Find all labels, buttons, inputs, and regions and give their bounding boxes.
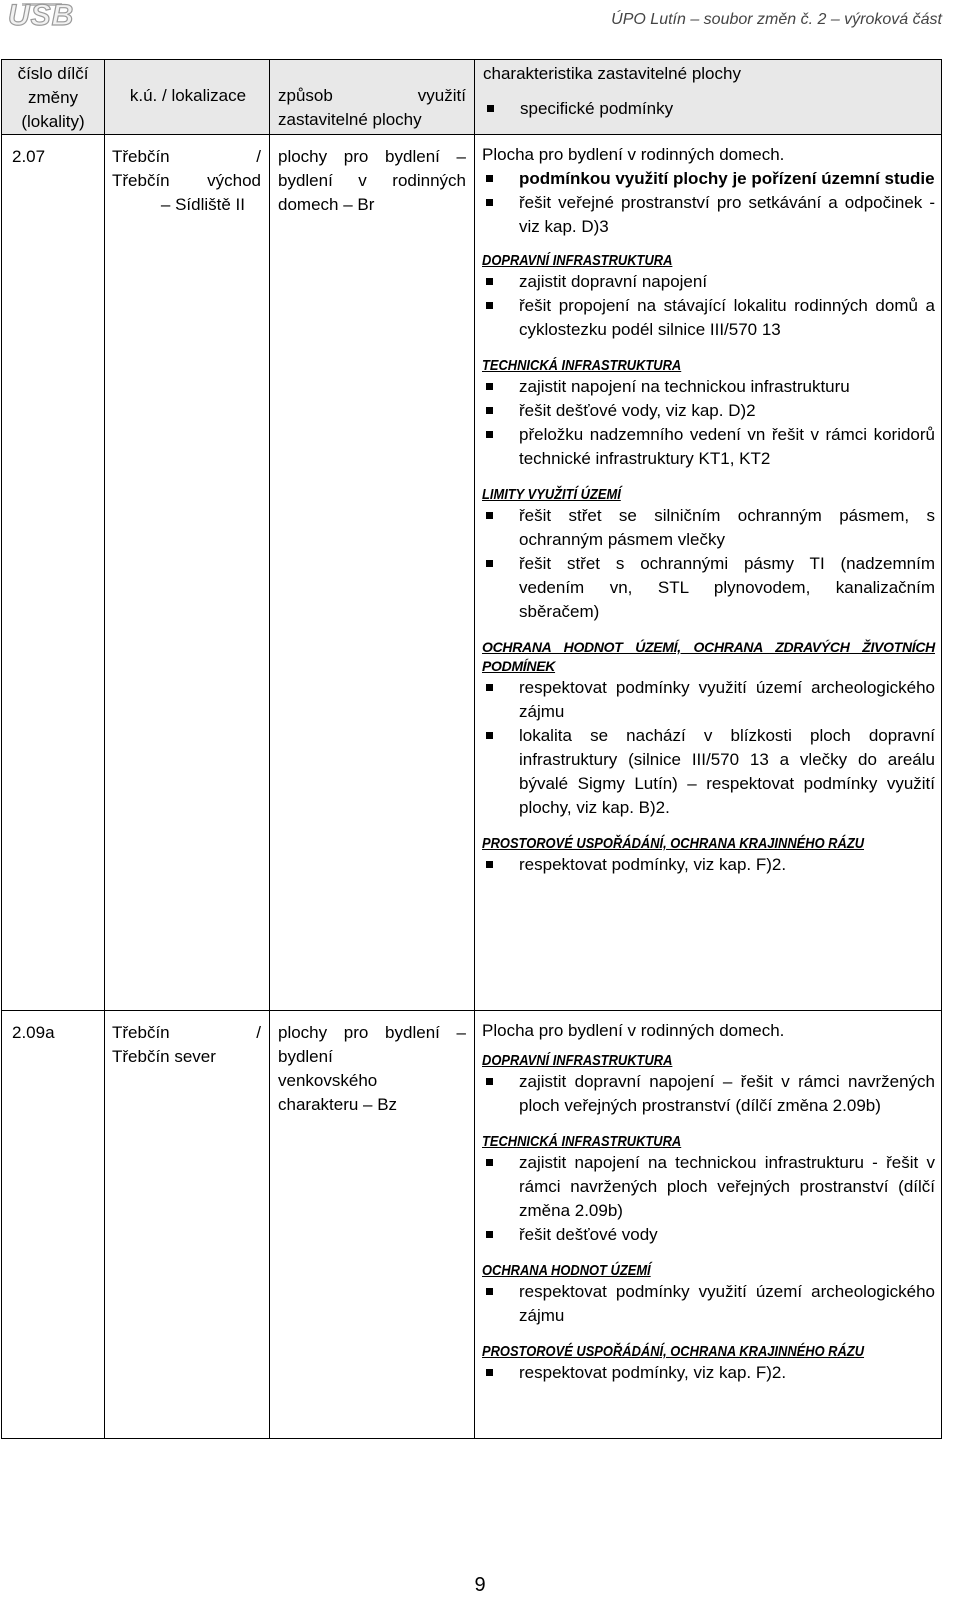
header-text: charakteristika zastavitelné plochy <box>483 64 741 83</box>
condition-bullet: řešit střet se silničním ochranným pásmem, s ochranným pásmem vlečky <box>482 504 935 552</box>
row-conditions <box>475 1011 942 1439</box>
row-id-text: 2.09a <box>12 1023 55 1042</box>
section-heading: OCHRANA HODNOT ÚZEMÍ, OCHRANA ZDRAVÝCH ŽIVOTNÍCH PODMÍNEK <box>482 639 935 674</box>
condition-bullet: respektovat podmínky využití území archeologického zájmu <box>482 676 935 724</box>
condition-bullet: podmínkou využití plochy je pořízení územní studie <box>482 167 935 191</box>
condition-bullet: respektovat podmínky využití území archeologického zájmu <box>482 1280 935 1328</box>
use-line: domech – Br <box>278 195 375 214</box>
document-title: ÚPO Lutín – soubor změn č. 2 – výroková část <box>611 11 942 28</box>
location-line: Třebčín / <box>112 147 261 166</box>
use-line: bydlení <box>278 1047 333 1066</box>
header-cislo-zmeny <box>2 60 105 135</box>
header-text: (lokality) <box>21 112 85 131</box>
row-id-text: 2.07 <box>12 147 46 166</box>
use-line: charakteru – Bz <box>278 1095 398 1114</box>
header-zpusob-vyuziti <box>270 60 475 135</box>
condition-bullet: zajistit dopravní napojení – řešit v rámci navržených ploch veřejných prostranství (dílčí změna 2.09b) <box>482 1070 935 1118</box>
condition-bullet: zajistit dopravní napojení <box>482 270 935 294</box>
condition-bullet: lokalita se nachází v blízkosti ploch dopravní infrastruktury (silnice III/570 13 a vlečky do areálu bývalé Sigmy Lutín) – respektovat podmínky využití plochy, viz kap. B)2. <box>482 724 935 820</box>
header-text: změny <box>27 88 79 107</box>
header-text: způsob využití <box>278 86 466 105</box>
condition-bullet: řešit dešťové vody, viz kap. D)2 <box>482 399 935 423</box>
condition-bullet: respektovat podmínky, viz kap. F)2. <box>482 1361 935 1385</box>
location-line: Třebčín sever <box>112 1047 216 1066</box>
location-line: – Sídliště II <box>160 195 245 214</box>
header-bullet-text: specifické podmínky <box>483 97 935 121</box>
section-heading: PROSTOROVÉ USPOŘÁDÁNÍ, OCHRANA KRAJINNÉHO RÁZU <box>482 1343 865 1360</box>
row-location <box>105 1011 270 1439</box>
location-line: Třebčín / <box>112 1023 261 1042</box>
section-heading: TECHNICKÁ INFRASTRUKTURA <box>482 1133 682 1150</box>
section-heading: DOPRAVNÍ INFRASTRUKTURA <box>482 252 673 269</box>
intro-text: Plocha pro bydlení v rodinných domech. <box>482 145 785 164</box>
use-line: bydlení v rodinných <box>278 171 466 190</box>
header-lokalizace <box>105 60 270 135</box>
row-use <box>270 1011 475 1439</box>
location-line: Třebčín východ <box>112 171 261 190</box>
condition-bullet: přeložku nadzemního vedení vn řešit v rámci koridorů technické infrastruktury KT1, KT2 <box>482 423 935 471</box>
table-row <box>2 135 942 1011</box>
condition-bullet: řešit střet s ochrannými pásmy TI (nadzemním vedením vn, STL plynovodem, kanalizačním sběračem) <box>482 552 935 624</box>
table-row <box>2 1011 942 1439</box>
usb-logo: USB <box>8 0 75 32</box>
row-id <box>2 135 105 1011</box>
header-text: zastavitelné plochy <box>278 110 422 129</box>
header-text: k.ú. / lokalizace <box>129 86 247 105</box>
page-number: 9 <box>474 1574 486 1596</box>
condition-bullet: respektovat podmínky, viz kap. F)2. <box>482 853 935 877</box>
condition-bullet: zajistit napojení na technickou infrastrukturu <box>482 375 935 399</box>
row-id <box>2 1011 105 1439</box>
condition-bullet: řešit veřejné prostranství pro setkávání a odpočinek - viz kap. D)3 <box>482 191 935 239</box>
row-conditions <box>475 135 942 1011</box>
condition-bullet: zajistit napojení na technickou infrastrukturu - řešit v rámci navržených ploch veřejných prostranství (dílčí změna 2.09b) <box>482 1151 935 1223</box>
row-location <box>105 135 270 1011</box>
table-header-row <box>2 60 942 135</box>
intro-text: Plocha pro bydlení v rodinných domech. <box>482 1021 785 1040</box>
section-heading: DOPRAVNÍ INFRASTRUKTURA <box>482 1052 673 1069</box>
lokality-table <box>1 59 942 1439</box>
section-heading: OCHRANA HODNOT ÚZEMÍ <box>482 1262 651 1279</box>
section-heading: LIMITY VYUŽITÍ ÚZEMÍ <box>482 486 621 503</box>
use-line: plochy pro bydlení – <box>278 147 466 166</box>
use-line: plochy pro bydlení – <box>278 1023 466 1042</box>
condition-bullet: řešit propojení na stávající lokalitu rodinných domů a cyklostezku podél silnice III/570 13 <box>482 294 935 342</box>
condition-bullet: řešit dešťové vody <box>482 1223 935 1247</box>
section-heading: PROSTOROVÉ USPOŘÁDÁNÍ, OCHRANA KRAJINNÉHO RÁZU <box>482 835 865 852</box>
row-use <box>270 135 475 1011</box>
section-heading: TECHNICKÁ INFRASTRUKTURA <box>482 357 682 374</box>
header-charakteristika <box>475 60 942 135</box>
header-text: číslo dílčí <box>17 64 89 83</box>
use-line: venkovského <box>278 1071 378 1090</box>
